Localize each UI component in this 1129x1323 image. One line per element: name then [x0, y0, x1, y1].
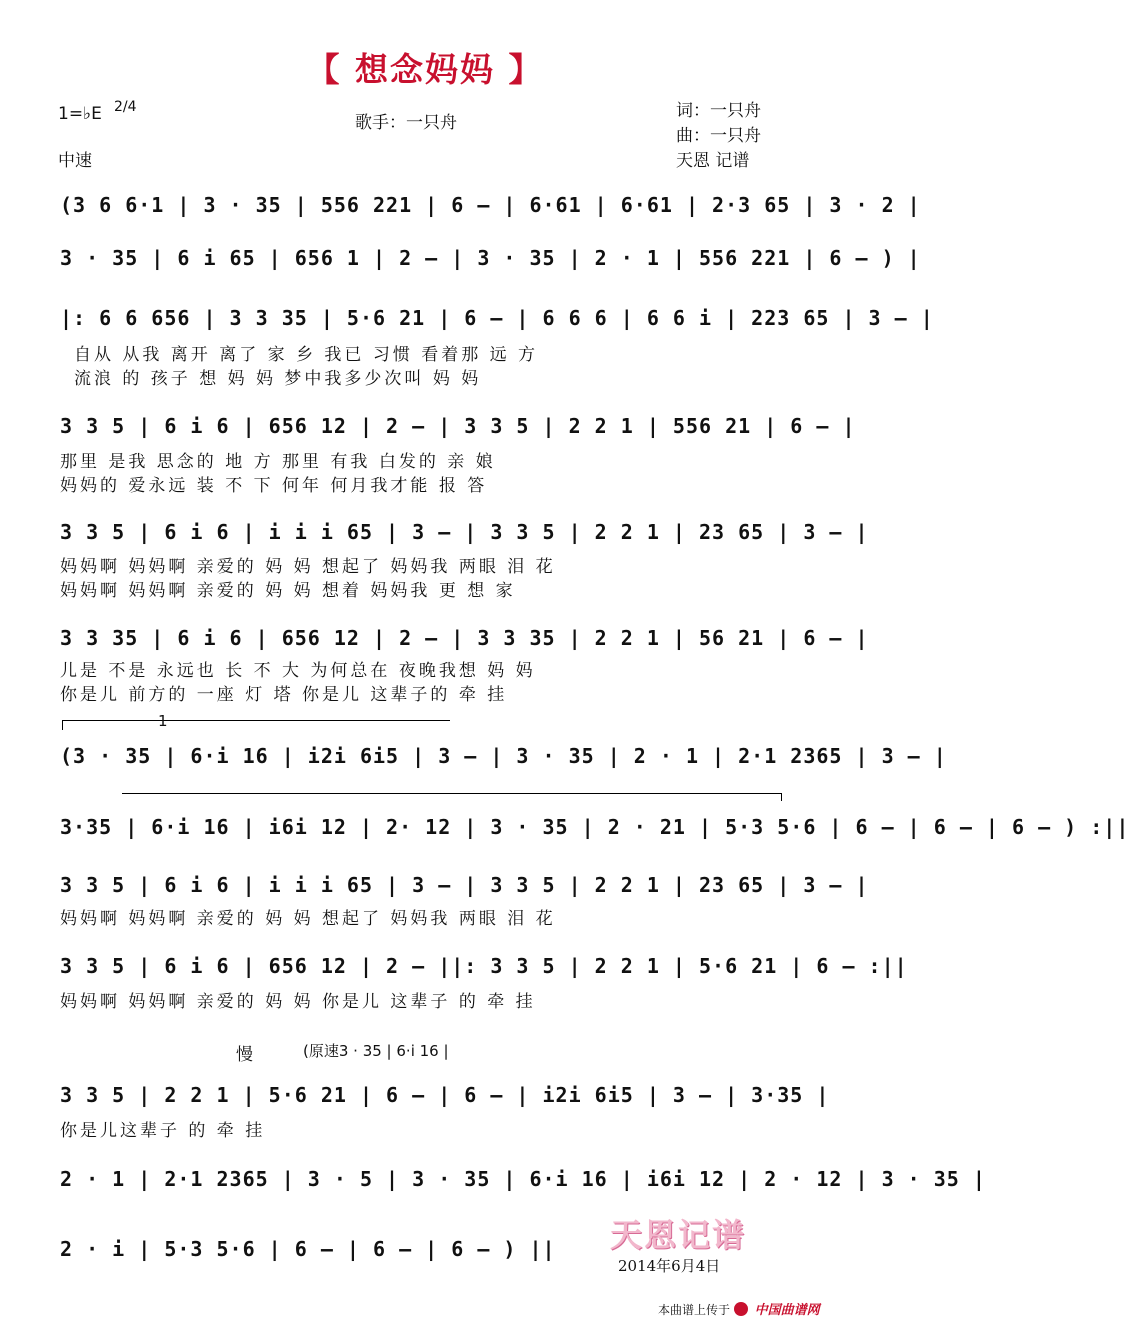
upload-label: 本曲谱上传于 — [658, 1303, 731, 1317]
time-signature: 2/4 — [114, 99, 137, 115]
volta-bracket-2-end — [781, 793, 782, 801]
lyric-line-9a: 妈妈啊 妈妈啊 亲爱的 妈 妈 想起了 妈妈我 两眼 泪 花 — [60, 909, 556, 929]
site-logo-icon — [734, 1302, 748, 1316]
volta-bracket-2 — [122, 793, 782, 794]
singer-credit: 歌手：一只舟 — [355, 113, 457, 133]
transcriber-credit: 天恩 记谱 — [676, 151, 750, 171]
transcriber-stamp: 天恩记谱 — [610, 1216, 747, 1254]
composer-credit: 曲：一只舟 — [676, 126, 761, 146]
key-signature: 1=♭E — [58, 104, 102, 124]
score-line-5: 3 3 5 | 6 i 6 | i i i 65 | 3 – | 3 3 5 | 2 2 1 | 23 65 | 3 – | — [60, 520, 869, 544]
lyric-line-11a: 你是儿这辈子 的 牵 挂 — [60, 1121, 266, 1141]
transcription-date: 2014年6月4日 — [618, 1257, 721, 1275]
lyric-line-5a: 妈妈啊 妈妈啊 亲爱的 妈 妈 想起了 妈妈我 两眼 泪 花 — [60, 557, 556, 577]
score-line-3: |: 6 6 656 | 3 3 35 | 5·6 21 | 6 – | 6 6 6 | 6 6 i | 223 65 | 3 – | — [60, 306, 934, 330]
slow-marking: 慢 — [236, 1045, 253, 1065]
upload-note — [658, 1299, 820, 1318]
score-line-12: 2 · 1 | 2·1 2365 | 3 · 5 | 3 · 35 | 6·i 16 | i6i 12 | 2 · 12 | 3 · 35 | — [60, 1167, 986, 1191]
lyric-line-4b: 妈妈的 爱永远 装 不 下 何年 何月我才能 报 答 — [60, 476, 488, 496]
score-line-6: 3 3 35 | 6 i 6 | 656 12 | 2 – | 3 3 35 | 2 2 1 | 56 21 | 6 – | — [60, 626, 869, 650]
lyricist-credit: 词：一只舟 — [676, 101, 761, 121]
lyric-line-5b: 妈妈啊 妈妈啊 亲爱的 妈 妈 想着 妈妈我 更 想 家 — [60, 581, 516, 601]
score-line-4: 3 3 5 | 6 i 6 | 656 12 | 2 – | 3 3 5 | 2 2 1 | 556 21 | 6 – | — [60, 414, 856, 438]
score-line-1: (3 6 6·1 | 3 · 35 | 556 221 | 6 – | 6·61 | 6·61 | 2·3 65 | 3 · 2 | — [60, 193, 921, 217]
volta-number: 1 — [158, 712, 168, 730]
score-line-13: 2 · i | 5·3 5·6 | 6 – | 6 – | 6 – ) || — [60, 1237, 556, 1261]
page-title: 【 想念妈妈 】 — [306, 50, 544, 89]
score-line-8: 3·35 | 6·i 16 | i6i 12 | 2· 12 | 3 · 35 | 2 · 21 | 5·3 5·6 | 6 – | 6 – | 6 – ) :|| — [60, 815, 1129, 839]
score-line-2: 3 · 35 | 6 i 65 | 656 1 | 2 – | 3 · 35 | 2 · 1 | 556 221 | 6 – ) | — [60, 246, 921, 270]
lyric-line-4a: 那里 是我 思念的 地 方 那里 有我 白发的 亲 娘 — [60, 452, 496, 472]
lyric-line-3b: 流浪 的 孩子 想 妈 妈 梦中我多少次叫 妈 妈 — [74, 369, 482, 389]
volta-bracket-1 — [62, 720, 450, 721]
score-line-7: (3 · 35 | 6·i 16 | i2i 6i5 | 3 – | 3 · 35 | 2 · 1 | 2·1 2365 | 3 – | — [60, 744, 947, 768]
tempo-marking: 中速 — [58, 151, 92, 171]
score-line-9: 3 3 5 | 6 i 6 | i i i 65 | 3 – | 3 3 5 | 2 2 1 | 23 65 | 3 – | — [60, 873, 869, 897]
lyric-line-6a: 儿是 不是 永远也 长 不 大 为何总在 夜晚我想 妈 妈 — [60, 661, 536, 681]
lyric-line-6b: 你是儿 前方的 一座 灯 塔 你是儿 这辈子的 牵 挂 — [60, 685, 508, 705]
volta-bracket-1-start — [62, 720, 63, 730]
original-tempo-marking: (原速3 · 35 | 6·i 16 | — [303, 1042, 449, 1060]
lyric-line-10a: 妈妈啊 妈妈啊 亲爱的 妈 妈 你是儿 这辈子 的 牵 挂 — [60, 992, 536, 1012]
score-line-10: 3 3 5 | 6 i 6 | 656 12 | 2 – ||: 3 3 5 | 2 2 1 | 5·6 21 | 6 – :|| — [60, 954, 908, 978]
lyric-line-3a: 自从 从我 离开 离了 家 乡 我已 习惯 看着那 远 方 — [74, 345, 539, 365]
site-name-link[interactable]: 中国曲谱网 — [754, 1303, 820, 1318]
score-line-11: 3 3 5 | 2 2 1 | 5·6 21 | 6 – | 6 – | i2i 6i5 | 3 – | 3·35 | — [60, 1083, 830, 1107]
